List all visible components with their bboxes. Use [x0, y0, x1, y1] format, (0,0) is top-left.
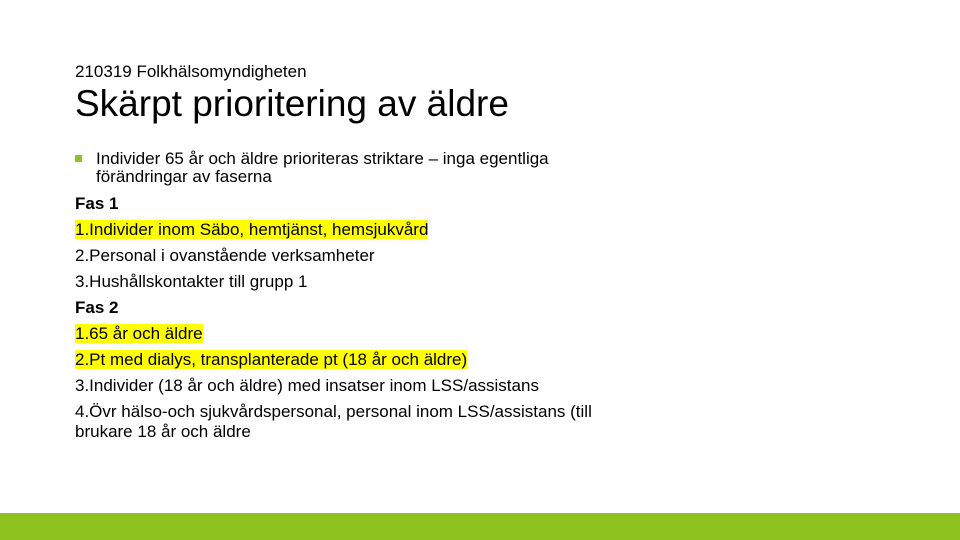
- fas2-item-3: 3.Individer (18 år och äldre) med insatser inom LSS/assistans: [75, 376, 539, 395]
- fas1-item-2: 2.Personal i ovanstående verksamheter: [75, 246, 375, 265]
- fas2-item-1: [75, 321, 635, 347]
- subtitle: 210319 Folkhälsomyndigheten: [75, 62, 307, 81]
- square-bullet-icon: [75, 155, 82, 162]
- fas2-heading: Fas 2: [75, 298, 119, 317]
- fas2-item-4: 4.Övr hälso-och sjukvårdspersonal, personal inom LSS/assistans (till brukare 18 år och äldre: [75, 402, 592, 441]
- slide-title: Skärpt prioritering av äldre: [75, 83, 509, 124]
- fas1-heading: Fas 1: [75, 194, 119, 213]
- highlighted-text: 2.Pt med dialys, transplanterade pt (18 år och äldre): [75, 350, 468, 369]
- fas1-item-3: 3.Hushållskontakter till grupp 1: [75, 272, 308, 291]
- highlighted-text: 1.65 år och äldre: [75, 324, 203, 343]
- slide-body: [75, 150, 635, 442]
- fas2-item-2: [75, 347, 635, 373]
- bullet-text: Individer 65 år och äldre prioriteras striktare – inga egentliga förändringar av faserna: [96, 149, 549, 186]
- fas1-item-1: [75, 217, 635, 243]
- highlighted-text: 1.Individer inom Säbo, hemtjänst, hemsjukvård: [75, 220, 429, 239]
- bullet-item: [75, 150, 635, 186]
- bottom-accent-bar: [0, 513, 960, 540]
